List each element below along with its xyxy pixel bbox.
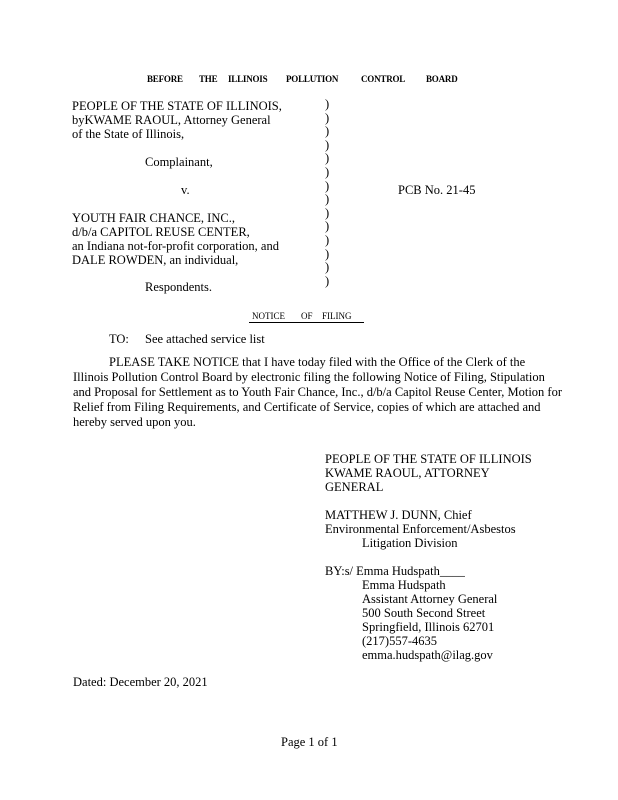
notice-title-word: OF — [301, 311, 313, 321]
contact-line: 500 South Second Street — [362, 606, 486, 620]
signature-org — [325, 452, 532, 494]
complainant-label: Complainant, — [145, 155, 213, 169]
notice-title-word: FILING — [322, 311, 352, 321]
org-line: GENERAL — [325, 480, 384, 494]
dated-line: Dated: December 20, 2021 — [73, 675, 208, 689]
page-footer: Page 1 of 1 — [281, 735, 338, 749]
versus-label: v. — [181, 183, 190, 197]
plaintiff-line: of the State of Illinois, — [72, 127, 185, 141]
paren: ) — [325, 232, 330, 247]
notice-title-word: NOTICE — [252, 311, 285, 321]
notice-body: PLEASE TAKE NOTICE that I have today filed with the Office of the Clerk of the Illinois Pollution Control Board by electronic filing the following Notice of Filing, Stipulation and Proposal for Settlement as to Youth Fair Chance, Inc., d/b/a Capitol Reuse Center, Motion for Relief from Filing Requirements, and Certificate of Service, copies of which are attached and hereby served upon you. — [73, 355, 563, 429]
respondent-line: YOUTH FAIR CHANCE, INC., — [72, 211, 235, 225]
signature-by — [325, 564, 497, 662]
contact-email: emma.hudspath@ilag.gov — [362, 648, 493, 662]
respondent-line: d/b/a CAPITOL REUSE CENTER, — [72, 225, 250, 239]
header-word: BOARD — [426, 74, 458, 84]
to-value: See attached service list — [145, 332, 265, 346]
org-line: KWAME RAOUL, ATTORNEY — [325, 466, 490, 480]
contact-line: Assistant Attorney General — [362, 592, 498, 606]
header-word: CONTROL — [361, 74, 406, 84]
by-line: BY:s/ Emma Hudspath____ — [325, 564, 465, 578]
paren: ) — [325, 246, 330, 261]
paren: ) — [325, 192, 330, 207]
division-line: Litigation Division — [362, 536, 458, 550]
header-word: ILLINOIS — [228, 74, 268, 84]
paren: ) — [325, 178, 330, 193]
chief-line: MATTHEW J. DUNN, Chief — [325, 508, 472, 522]
respondents-label: Respondents. — [145, 280, 213, 294]
paren: ) — [325, 164, 330, 179]
respondent-line: DALE ROWDEN, an individual, — [72, 253, 239, 267]
signature-chief — [325, 508, 516, 550]
plaintiff-line: PEOPLE OF THE STATE OF ILLINOIS, — [72, 99, 282, 113]
header-word: POLLUTION — [286, 74, 339, 84]
org-line: PEOPLE OF THE STATE OF ILLINOIS — [325, 452, 532, 466]
case-number: PCB No. 21-45 — [398, 183, 476, 197]
paren: ) — [325, 260, 330, 275]
paren: ) — [325, 151, 330, 166]
respondent-line: an Indiana not-for-profit corporation, and — [72, 239, 279, 253]
paren: ) — [325, 97, 330, 111]
paren: ) — [325, 110, 330, 125]
paren: ) — [325, 205, 330, 220]
plaintiff-line: byKWAME RAOUL, Attorney General — [72, 113, 271, 127]
paren: ) — [325, 137, 330, 152]
paren: ) — [325, 124, 330, 139]
contact-line: Springfield, Illinois 62701 — [362, 620, 495, 634]
header-word: BEFORE — [147, 74, 183, 84]
header-word: THE — [199, 74, 218, 84]
caption-paren-column — [325, 98, 329, 288]
paren: ) — [325, 273, 330, 288]
notice-title-underline — [249, 322, 364, 323]
chief-line: Environmental Enforcement/Asbestos — [325, 522, 516, 536]
contact-line: (217)557-4635 — [362, 634, 437, 648]
paren: ) — [325, 219, 330, 234]
to-label: TO: — [109, 332, 129, 346]
contact-line: Emma Hudspath — [362, 578, 446, 592]
